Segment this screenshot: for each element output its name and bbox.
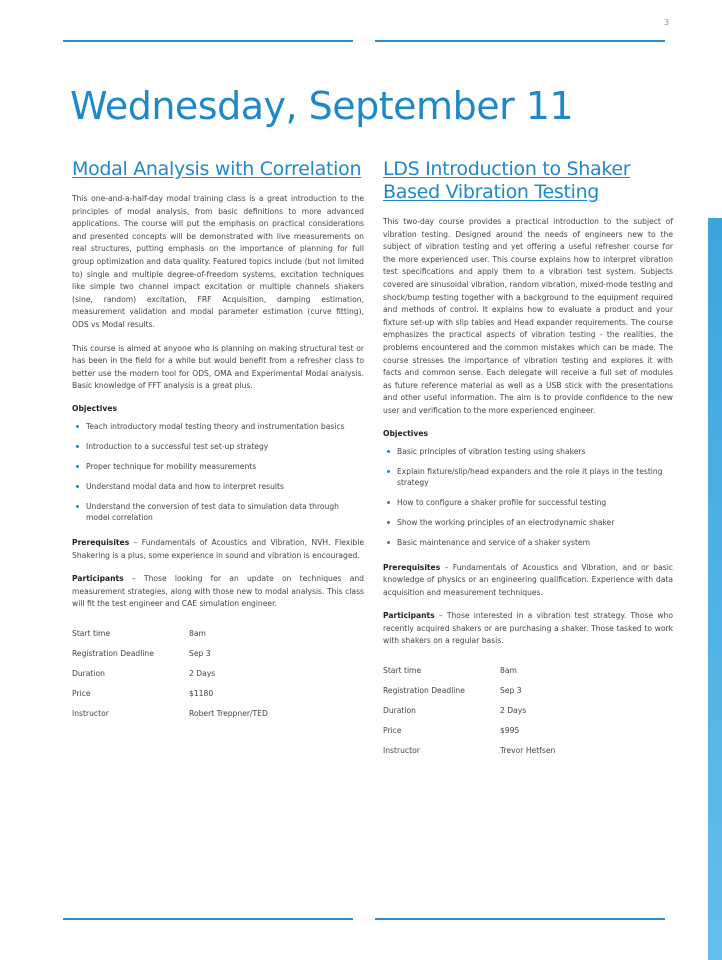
session-title[interactable]: LDS Introduction to Shaker Based Vibration Testing (383, 158, 631, 203)
prerequisites-paragraph (72, 537, 364, 562)
prerequisites-text: – Fundamentals of Acoustics and Vibration, and or basic knowledge of physics or an engineering qualification. Experience with data acquisition and measurement techniques. (383, 562, 673, 597)
info-value: 2 Days (500, 706, 527, 716)
bullet-icon (387, 541, 390, 544)
participants-label: Participants (383, 611, 435, 621)
objective-item (72, 501, 364, 523)
session-info-table (383, 666, 555, 766)
info-key: Registration Deadline (383, 686, 465, 696)
info-key: Price (72, 688, 91, 698)
bullet-icon (76, 425, 79, 428)
info-value: 8am (189, 628, 206, 638)
bottom-right-rule (375, 918, 665, 920)
info-key: Duration (383, 706, 416, 716)
description-paragraph: This one-and-a-half-day modal training class is a great introduction to the principles of modal analysis, from basic definitions to more advanced applications. The course will put the emphasis on practical considerations and presented concepts will be demonstrated with live measurements on real structures, putting emphasis on the importance of planning for full group optimization and data quality. Featured topics include (but not limited to) single and multiple degree-of-freedom systems, excitation techniques like simple two channel impact excitation or multiple channels shakers (sine, random) excitation, FRF Acquisition, damping estimation, measurement validation and modal parameter estimation (curve fitting), ODS vs Modal results. (72, 194, 364, 329)
bullet-icon (387, 470, 390, 473)
info-value: Sep 3 (189, 648, 211, 658)
info-value: Sep 3 (500, 686, 522, 696)
participants-paragraph (72, 573, 364, 611)
objective-item (72, 421, 364, 432)
bullet-icon (387, 450, 390, 453)
objectives-list (72, 421, 364, 523)
objective-item (383, 517, 673, 528)
objectives-heading: Objectives (72, 403, 117, 413)
objective-text: Proper technique for mobility measurements (86, 461, 257, 471)
objective-text: Show the working principles of an electrodynamic shaker (397, 517, 615, 527)
objective-item (72, 461, 364, 472)
description-paragraph: This two-day course provides a practical introduction to the subject of vibration testing. Designed around the needs of engineers new to the subject of vibration testing and yet offering a useful refresher course for the more experienced user. This course explains how to interpret vibration test specifications and apply them to a vibration test system. Subjects covered are sinusoidal vibration, random vibration, mixed-mode testing and shock/bump testing together with a background to the equipment required and methods of control. It explains how to evaluate a product and your fixture set-up with slip tables and Head expander requirements. The course emphasizes the practical aspects of vibration testing - the realities, the problems encountered and the common mistakes which can be made. The course stresses the importance of vibration testing and explores it with facts and common sense. Each delegate will receive a full set of modules as future reference material as well as a USB stick with the presentations and other useful information. The aim is to provide confidence to the new user and verification to the more experienced engineer. (383, 217, 673, 415)
info-key: Instructor (383, 746, 420, 756)
objective-text: Teach introductory modal testing theory and instrumentation basics (86, 421, 345, 431)
info-row (72, 689, 268, 709)
info-row (383, 686, 555, 706)
info-row (72, 669, 268, 689)
objective-item (383, 537, 673, 548)
participants-text: – Those interested in a vibration test strategy. Those who recently acquired shakers or are purchasing a shaker. Those tasked to work with shakers on a regular basis. (383, 611, 673, 646)
objective-text: Explain fixture/slip/head expanders and the role it plays in the testing strategy (397, 466, 663, 487)
session-info-table (72, 629, 268, 729)
info-key: Registration Deadline (72, 648, 154, 658)
info-key: Start time (72, 628, 111, 638)
info-key: Price (383, 726, 402, 736)
bullet-icon (76, 445, 79, 448)
side-tab (708, 218, 722, 960)
participants-text: – Those looking for an update on techniques and measurement strategies, along with those new to modal analysis. This class will fit the test engineer and CAE simulation engineer. (72, 574, 364, 609)
bullet-icon (76, 485, 79, 488)
page-number: 3 (664, 18, 670, 27)
objective-text: Introduction to a successful test set-up strategy (86, 441, 269, 451)
description-paragraph: This course is aimed at anyone who is planning on making structural test or has been in the field for a while but would benefit from a refresher class to better use the modern tool for ODS, OMA and Experimental Modal analysis. Basic knowledge of FFT analysis is a great plus. (72, 343, 364, 391)
bullet-icon (387, 501, 390, 504)
info-value: Robert Treppner/TED (189, 708, 268, 718)
objective-item (383, 466, 673, 488)
bullet-icon (76, 465, 79, 468)
session-title[interactable]: Modal Analysis with Correlation (72, 158, 362, 180)
top-left-rule (63, 40, 353, 42)
info-row (383, 706, 555, 726)
info-value: 8am (500, 666, 517, 676)
info-row (72, 629, 268, 649)
bottom-left-rule (63, 918, 353, 920)
prerequisites-text: – Fundamentals of Acoustics and Vibration, NVH. Flexible Shakering is a plus, some experience in sound and vibration is encouraged. (72, 537, 364, 560)
objective-item (383, 497, 673, 508)
bullet-icon (76, 505, 79, 508)
objectives-list (383, 446, 673, 548)
info-row (383, 726, 555, 746)
left-session (72, 158, 364, 729)
right-session (383, 158, 673, 766)
objective-text: Understand modal data and how to interpret results (86, 481, 284, 491)
objective-item (72, 441, 364, 452)
objective-item (72, 481, 364, 492)
prerequisites-label: Prerequisites (383, 562, 441, 572)
info-value: 2 Days (189, 668, 216, 678)
info-row (72, 649, 268, 669)
info-key: Start time (383, 666, 422, 676)
bullet-icon (387, 521, 390, 524)
info-row (72, 709, 268, 729)
objective-text: Basic maintenance and service of a shaker system (397, 537, 591, 547)
objective-text: Understand the conversion of test data to simulation data through model correlation (86, 501, 339, 522)
info-value: $995 (500, 726, 520, 736)
prerequisites-label: Prerequisites (72, 537, 130, 547)
top-right-rule (375, 40, 665, 42)
objective-text: Basic principles of vibration testing using shakers (397, 446, 586, 456)
objectives-heading: Objectives (383, 428, 428, 438)
prerequisites-paragraph (383, 562, 673, 600)
info-key: Duration (72, 668, 105, 678)
info-value: $1180 (189, 688, 214, 698)
info-value: Trevor Hetfsen (500, 746, 556, 756)
objective-item (383, 446, 673, 457)
participants-paragraph (383, 610, 673, 648)
info-row (383, 666, 555, 686)
info-key: Instructor (72, 708, 109, 718)
participants-label: Participants (72, 574, 124, 584)
page-title: Wednesday, September 11 (70, 84, 574, 128)
info-row (383, 746, 555, 766)
objective-text: How to configure a shaker profile for successful testing (397, 497, 607, 507)
